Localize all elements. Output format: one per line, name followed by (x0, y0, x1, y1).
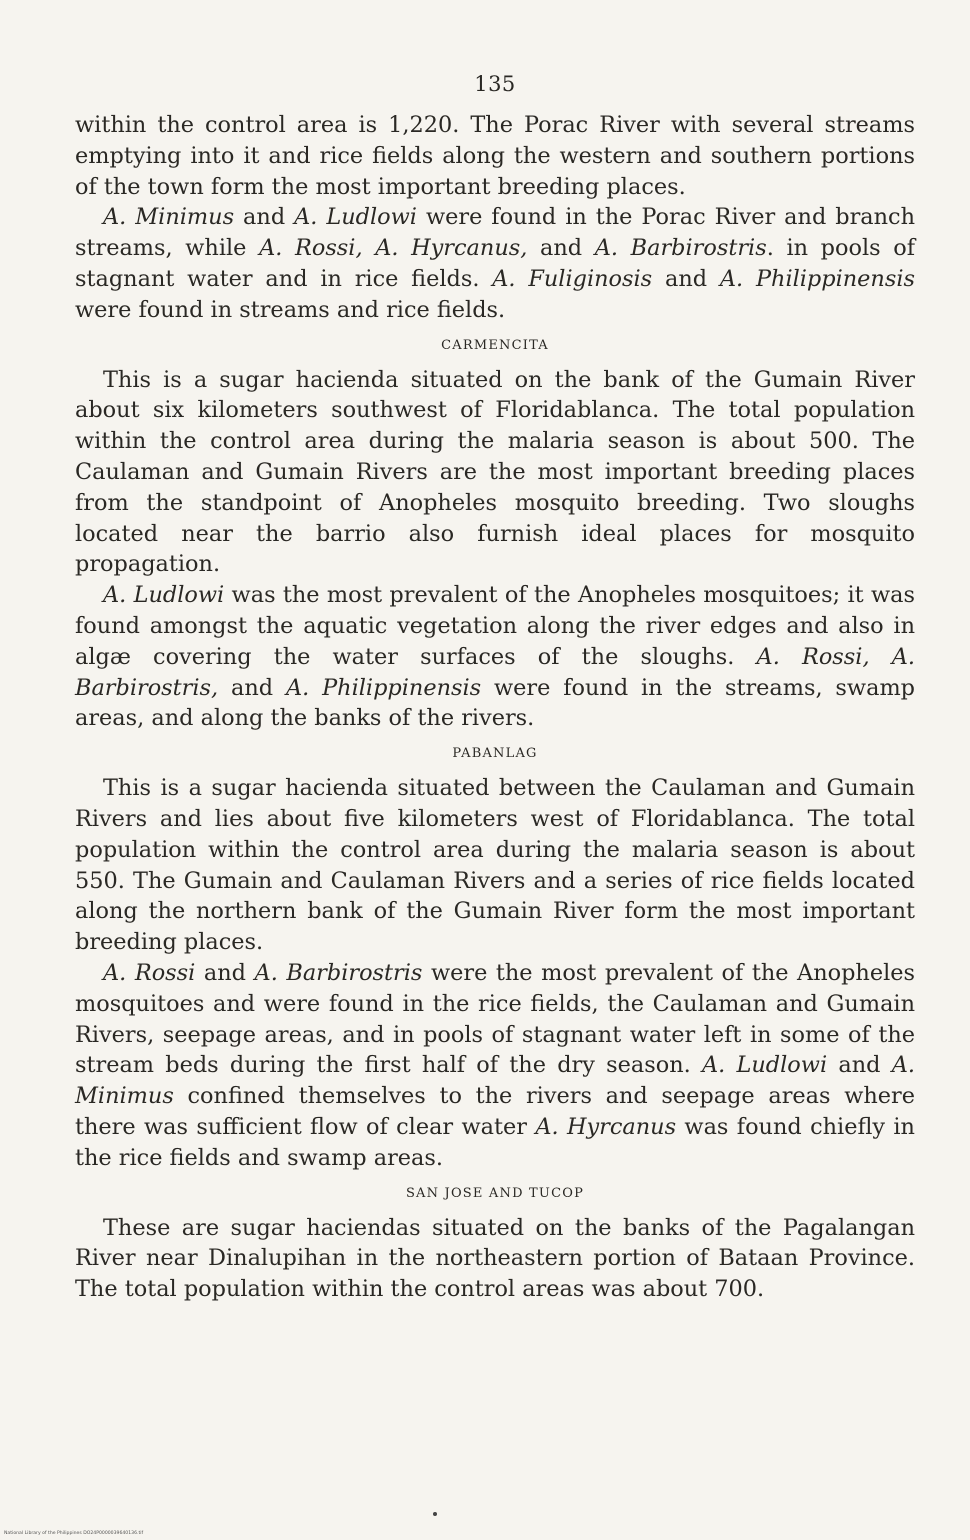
section-heading-carmencita: CARMENCITA (441, 337, 549, 353)
species-name: A. Minimus (103, 204, 235, 231)
species-name: A. Fuliginosis (492, 265, 653, 292)
species-name: A. Minimus (75, 1052, 915, 1110)
species-name: A. Rossi, A. Barbirostris, (75, 643, 915, 701)
document-page (75, 72, 915, 1305)
species-name: A. Barbirostris (254, 959, 423, 986)
text-run: and (218, 674, 286, 701)
page-number: 135 (474, 72, 516, 96)
text-run: was found chiefly in the rice fields and swamp areas. (75, 1113, 915, 1171)
species-name: A. Ludlowi (103, 582, 225, 609)
carmencita-paragraph-2 (75, 580, 915, 734)
species-name: A. Philippinensis (285, 674, 482, 701)
scan-footer: National Library of the Philippines DO24P0000039640136.tif (4, 1531, 144, 1536)
text-run: . in pools of stagnant water and in rice fields. (75, 235, 915, 292)
text-run: and (652, 265, 720, 292)
ink-dot (433, 1512, 437, 1516)
intro-paragraph-1: within the control area is 1,220. The Porac River with several streams emptying into it and rice fields along the western and southern portions of the town form the most important breeding places. (75, 112, 915, 200)
text-run: and (827, 1052, 892, 1079)
text-run: were found in the streams, swamp areas, and along the banks of the rivers. (75, 674, 916, 732)
text-run: and (234, 204, 295, 231)
species-name: A. Philippinensis (719, 265, 915, 292)
text-run: and (195, 959, 255, 986)
species-name: A. Ludlowi (294, 204, 417, 231)
text-run: were found in streams and rice fields. (75, 296, 506, 323)
species-name: A. Rossi (103, 959, 196, 986)
text-run: confined themselves to the rivers and seepage areas where there was sufficient flow of clear water (75, 1083, 915, 1140)
species-name: A. Ludlowi (701, 1052, 828, 1079)
section-heading-pabanlag: PABANLAG (452, 746, 538, 762)
intro-paragraph-2 (75, 202, 915, 325)
pabanlag-paragraph-2 (75, 958, 915, 1174)
text-run: and (527, 235, 595, 262)
carmencita-paragraph-1: This is a sugar hacienda situated on the bank of the Gumain River about six kilometers southwest of Floridablanca. The total population within the control area during the malaria season is about 500. The Caulaman and Gumain Rivers are the most important breeding places from the standpoint of Anopheles mosquito breeding. Two sloughs located near the barrio also furnish ideal places for mosquito propagation. (75, 366, 915, 578)
text-run: was the most prevalent of the Anopheles mosquitoes; it was found amongst the aquatic vegetation along the river edges and also in algæ covering the water surfaces of the sloughs. (75, 582, 915, 670)
species-name: A. Hyrcanus (535, 1113, 677, 1140)
text-run: were found in the Porac River and branch streams, while (75, 204, 916, 262)
pabanlag-paragraph-1: This is a sugar hacienda situated between the Caulaman and Gumain Rivers and lies about five kilometers west of Floridablanca. The total population within the control area during the malaria season is about 550. The Gumain and Caulaman Rivers and a series of rice fields located along the northern bank of the Gumain River form the most important breeding places. (75, 775, 915, 956)
species-name: A. Barbirostris (594, 235, 767, 262)
section-heading-san-jose: SAN JOSE AND TUCOP (405, 1185, 585, 1201)
san-jose-paragraph-1: These are sugar haciendas situated on the banks of the Pagalangan River near Dinalupihan in the northeastern portion of Bataan Province. The total population within the control areas was about 700. (75, 1214, 915, 1303)
text-run: were the most prevalent of the Anopheles mosquitoes and were found in the rice fields, the Caulaman and Gumain Rivers, seepage areas, and in pools of stagnant water left in some of the stream beds during the first half of the dry season. (75, 959, 916, 1079)
species-name: A. Rossi, A. Hyrcanus, (259, 235, 528, 262)
